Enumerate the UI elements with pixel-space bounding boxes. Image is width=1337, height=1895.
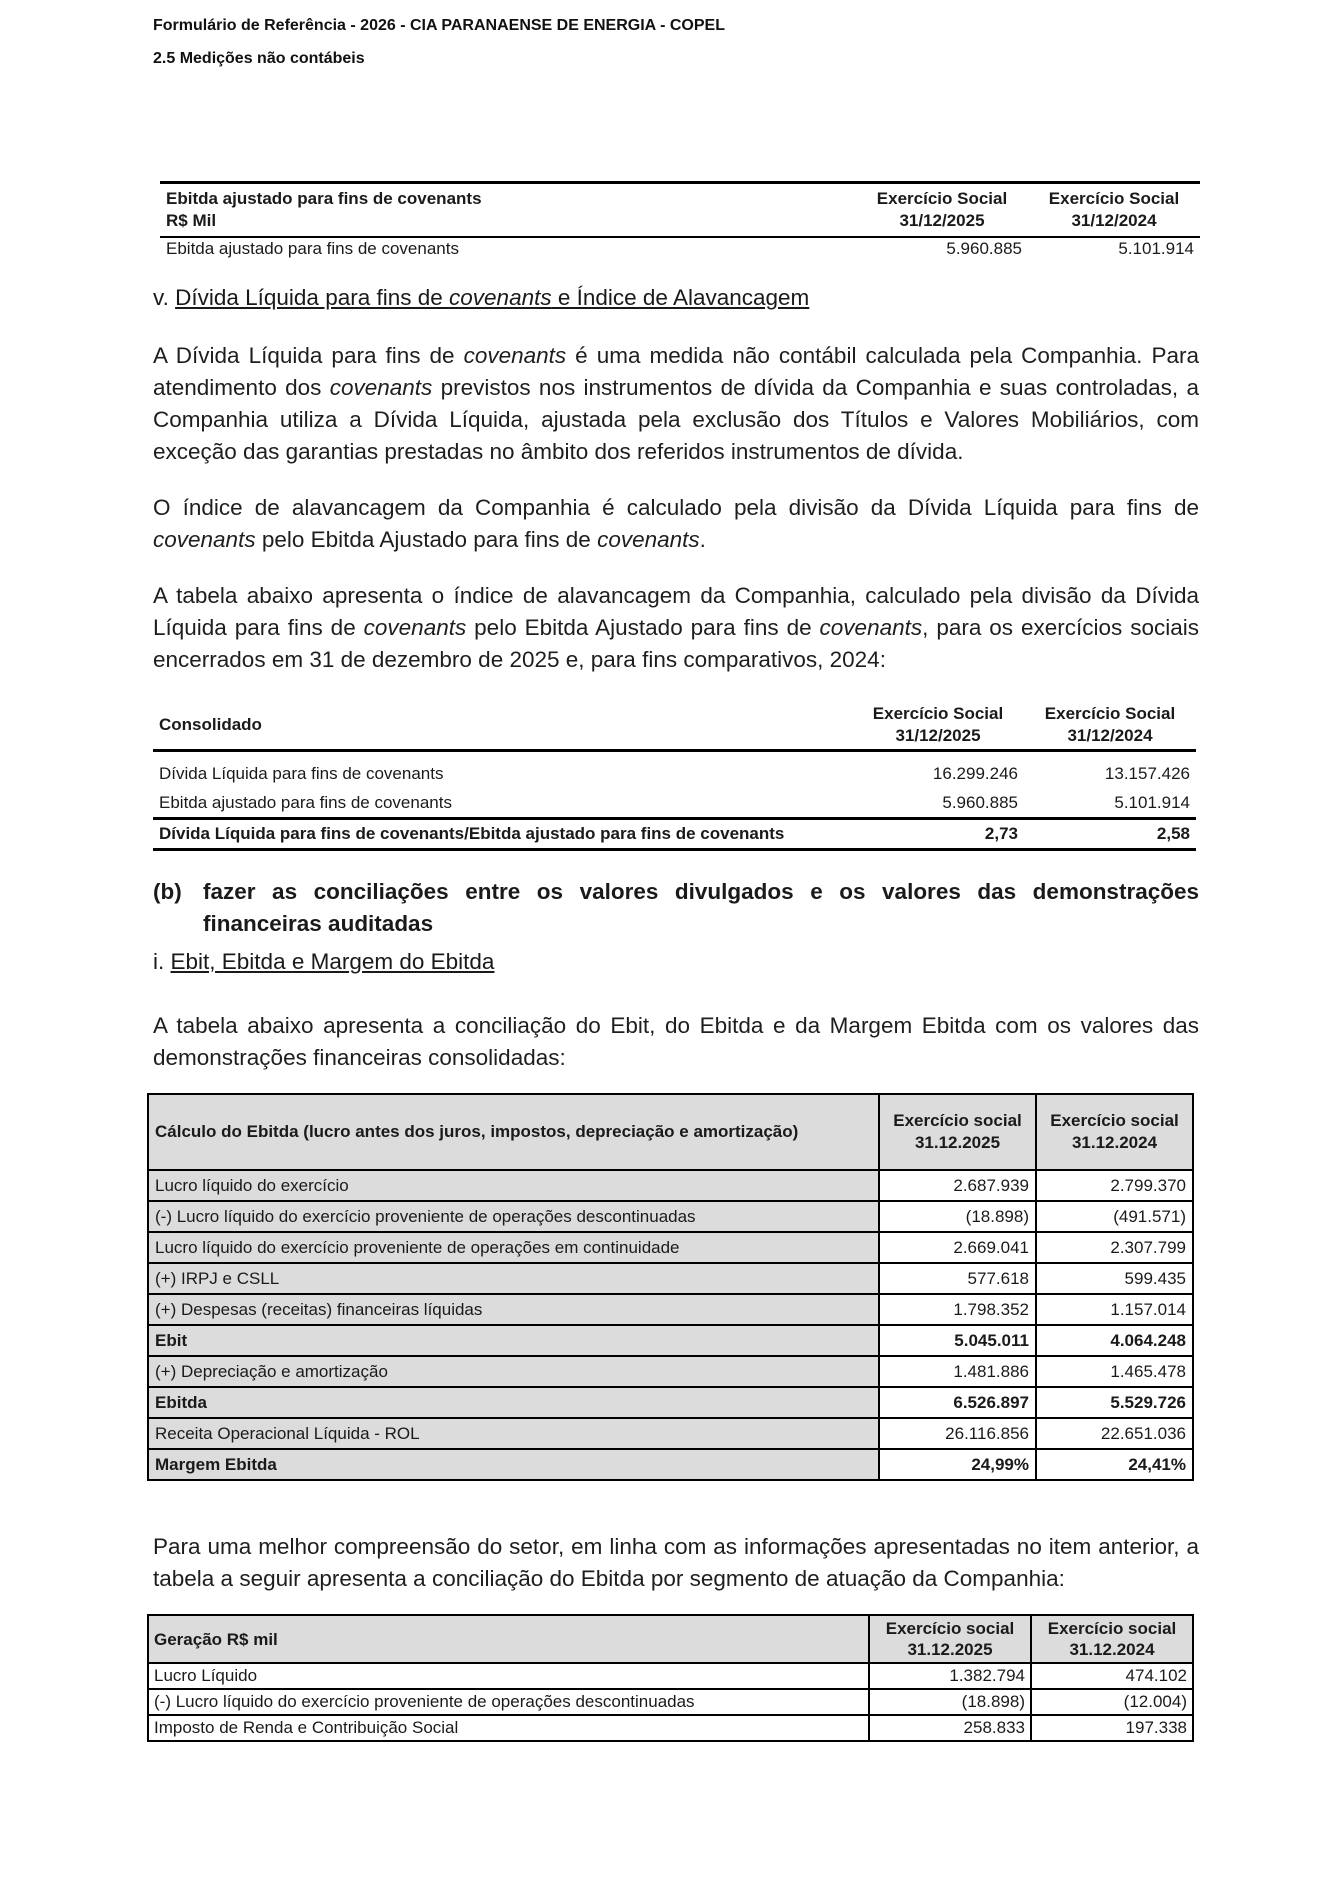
section-marker: (b) bbox=[153, 879, 182, 904]
row-value-2025: 258.833 bbox=[869, 1715, 1031, 1741]
paragraph-leverage-table-intro: A tabela abaixo apresenta o índice de alavancagem da Companhia, calculado pela divisão da Dívida Líquida para fins de covenants pelo Ebitda Ajustado para fins de covenants, para os exercícios sociais encerrados em 31 de dezembro de 2025 e, para fins comparativos, 2024: bbox=[153, 583, 1199, 672]
column-header-date: 31.12.2025 bbox=[907, 1640, 993, 1659]
table-title: Geração R$ mil bbox=[148, 1615, 869, 1663]
document-header-title: Formulário de Referência - 2026 - CIA PARANAENSE DE ENERGIA - COPEL bbox=[153, 17, 725, 34]
column-header-date: 31.12.2025 bbox=[914, 1133, 1001, 1152]
section-header: 2.5 Medições não contábeis bbox=[153, 50, 365, 67]
column-header bbox=[856, 183, 1028, 238]
column-header-label: Exercício social bbox=[1050, 1111, 1179, 1130]
row-value-2024: 1.465.478 bbox=[1036, 1356, 1193, 1387]
column-header bbox=[1024, 701, 1196, 751]
row-value-2025: 1.798.352 bbox=[879, 1294, 1036, 1325]
row-value-2024: 22.651.036 bbox=[1036, 1418, 1193, 1449]
section-b-text: fazer as conciliações entre os valores divulgados e os valores das demonstrações financeiras auditadas bbox=[203, 879, 1199, 936]
row-label: Ebitda ajustado para fins de covenants bbox=[159, 792, 452, 812]
row-value-2025: 5.960.885 bbox=[946, 239, 1022, 258]
total-value-2025: 2,73 bbox=[852, 818, 1024, 849]
column-header-label: Exercício social bbox=[893, 1111, 1022, 1130]
row-value-2025: (18.898) bbox=[869, 1689, 1031, 1715]
table-row bbox=[148, 1387, 1193, 1418]
row-value-2024: 13.157.426 bbox=[1104, 763, 1190, 783]
column-header bbox=[1036, 1094, 1193, 1170]
section-title-part: Dívida Líquida para fins de bbox=[175, 285, 450, 310]
column-header-date: 31.12.2024 bbox=[1071, 1133, 1158, 1152]
column-header-date: 31.12.2024 bbox=[1069, 1640, 1155, 1659]
row-label: Lucro Líquido bbox=[148, 1663, 869, 1689]
row-label: (+) Depreciação e amortização bbox=[148, 1356, 879, 1387]
table-body bbox=[148, 1663, 1193, 1741]
table-title: Ebitda ajustado para fins de covenants bbox=[166, 189, 482, 208]
column-header bbox=[1028, 183, 1200, 238]
row-value-2025: 6.526.897 bbox=[879, 1387, 1036, 1418]
table-row bbox=[148, 1325, 1193, 1356]
column-header bbox=[879, 1094, 1036, 1170]
table-header-row bbox=[160, 183, 1200, 238]
total-label: Dívida Líquida para fins de covenants/Ebitda ajustado para fins de covenants bbox=[153, 818, 852, 849]
row-value-2024: 599.435 bbox=[1036, 1263, 1193, 1294]
column-header-label: Exercício Social bbox=[876, 189, 1008, 208]
row-value-2025: 1.382.794 bbox=[869, 1663, 1031, 1689]
table-header-row bbox=[148, 1094, 1193, 1170]
row-value-2025: 2.669.041 bbox=[879, 1232, 1036, 1263]
row-value-2024: 197.338 bbox=[1031, 1715, 1193, 1741]
table-title-cell bbox=[160, 183, 856, 238]
table-row bbox=[148, 1232, 1193, 1263]
table-unit: R$ Mil bbox=[166, 211, 217, 230]
row-value-2024: (12.004) bbox=[1031, 1689, 1193, 1715]
row-label: Margem Ebitda bbox=[148, 1449, 879, 1480]
table-row bbox=[153, 788, 1196, 819]
table-title: Consolidado bbox=[153, 701, 852, 751]
table-header-row bbox=[148, 1615, 1193, 1663]
row-label: Dívida Líquida para fins de covenants bbox=[159, 763, 444, 783]
generation-segment-table bbox=[147, 1614, 1194, 1742]
column-header-date: 31/12/2025 bbox=[899, 211, 985, 230]
column-header bbox=[1031, 1615, 1193, 1663]
row-label: Ebitda bbox=[148, 1387, 879, 1418]
table-title: Cálculo do Ebitda (lucro antes dos juros, impostos, depreciação e amortização) bbox=[148, 1094, 879, 1170]
row-value-2025: 26.116.856 bbox=[879, 1418, 1036, 1449]
row-value-2024: 4.064.248 bbox=[1036, 1325, 1193, 1356]
paragraph-net-debt: A Dívida Líquida para fins de covenants é uma medida não contábil calculada pela Companhia. Para atendimento dos covenants previstos nos instrumentos de dívida da Companhia e suas controladas, a Companhia utiliza a Dívida Líquida, ajustada pela exclusão dos Títulos e Valores Mobiliários, com exceção das garantias prestadas no âmbito dos referidos instrumentos de dívida. bbox=[153, 343, 1199, 464]
leverage-table bbox=[153, 701, 1196, 851]
subsection-heading bbox=[153, 947, 1199, 977]
row-value-2024: 2.799.370 bbox=[1036, 1170, 1193, 1201]
row-value-2025: 16.299.246 bbox=[932, 763, 1018, 783]
row-label: Ebitda ajustado para fins de covenants bbox=[166, 239, 459, 258]
row-label: (-) Lucro líquido do exercício proveniente de operações descontinuadas bbox=[148, 1201, 879, 1232]
subsection-prefix: i. bbox=[153, 949, 171, 974]
column-header-label: Exercício social bbox=[1047, 1619, 1177, 1638]
row-label: Ebit bbox=[148, 1325, 879, 1356]
row-label: Imposto de Renda e Contribuição Social bbox=[148, 1715, 869, 1741]
section-prefix: v. bbox=[153, 285, 176, 310]
table-row bbox=[148, 1201, 1193, 1232]
row-value-2025: 5.045.011 bbox=[879, 1325, 1036, 1356]
table-row bbox=[160, 237, 1200, 260]
row-value-2025: 1.481.886 bbox=[879, 1356, 1036, 1387]
table-row bbox=[148, 1294, 1193, 1325]
row-value-2024: (491.571) bbox=[1036, 1201, 1193, 1232]
row-label: (-) Lucro líquido do exercício proveniente de operações descontinuadas bbox=[148, 1689, 869, 1715]
row-value-2024: 5.529.726 bbox=[1036, 1387, 1193, 1418]
section-title-italic: covenants bbox=[449, 285, 552, 310]
column-header bbox=[869, 1615, 1031, 1663]
section-v-heading bbox=[153, 283, 1199, 313]
subsection-title: Ebit, Ebitda e Margem do Ebitda bbox=[170, 949, 495, 974]
column-header-label: Exercício Social bbox=[1048, 189, 1180, 208]
table-row bbox=[148, 1170, 1193, 1201]
row-value-2025: 24,99% bbox=[879, 1449, 1036, 1480]
table-body bbox=[148, 1170, 1193, 1480]
ebitda-covenants-table bbox=[160, 181, 1200, 260]
table-header-row bbox=[153, 701, 1196, 751]
ebitda-calculation-table bbox=[147, 1093, 1194, 1481]
row-value-2024: 5.101.914 bbox=[1114, 792, 1190, 812]
table-row bbox=[148, 1689, 1193, 1715]
column-header-date: 31/12/2025 bbox=[895, 726, 981, 745]
column-header-date: 31/12/2024 bbox=[1071, 211, 1157, 230]
row-value-2025: 2.687.939 bbox=[879, 1170, 1036, 1201]
row-value-2024: 5.101.914 bbox=[1118, 239, 1194, 258]
row-value-2025: 5.960.885 bbox=[942, 792, 1018, 812]
table-row bbox=[148, 1263, 1193, 1294]
row-label: Lucro líquido do exercício proveniente de operações em continuidade bbox=[148, 1232, 879, 1263]
section-title-part: e Índice de Alavancagem bbox=[551, 285, 810, 310]
row-label: Lucro líquido do exercício bbox=[148, 1170, 879, 1201]
column-header-label: Exercício Social bbox=[872, 704, 1004, 723]
paragraph-leverage-index: O índice de alavancagem da Companhia é calculado pela divisão da Dívida Líquida para fins de covenants pelo Ebitda Ajustado para fins de covenants. bbox=[153, 495, 1199, 552]
table-row bbox=[148, 1418, 1193, 1449]
table-row bbox=[148, 1356, 1193, 1387]
paragraph-segment-intro: Para uma melhor compreensão do setor, em linha com as informações apresentadas no item anterior, a tabela a seguir apresenta a conciliação do Ebitda por segmento de atuação da Companhia: bbox=[153, 1534, 1199, 1591]
row-label: (+) Despesas (receitas) financeiras líquidas bbox=[148, 1294, 879, 1325]
table-row bbox=[148, 1715, 1193, 1741]
total-value-2024: 2,58 bbox=[1024, 818, 1196, 849]
row-value-2024: 2.307.799 bbox=[1036, 1232, 1193, 1263]
section-b-heading bbox=[153, 876, 1199, 940]
row-value-2025: 577.618 bbox=[879, 1263, 1036, 1294]
row-value-2024: 1.157.014 bbox=[1036, 1294, 1193, 1325]
paragraph-ebitda-intro: A tabela abaixo apresenta a conciliação do Ebit, do Ebitda e da Margem Ebitda com os valores das demonstrações financeiras consolidadas: bbox=[153, 1013, 1199, 1070]
row-value-2024: 474.102 bbox=[1031, 1663, 1193, 1689]
column-header-label: Exercício Social bbox=[1044, 704, 1176, 723]
column-header bbox=[852, 701, 1024, 751]
column-header-label: Exercício social bbox=[885, 1619, 1015, 1638]
column-header-date: 31/12/2024 bbox=[1067, 726, 1153, 745]
table-row bbox=[153, 759, 1196, 788]
row-value-2024: 24,41% bbox=[1036, 1449, 1193, 1480]
table-total-row bbox=[153, 818, 1196, 849]
table-row bbox=[148, 1449, 1193, 1480]
row-label: (+) IRPJ e CSLL bbox=[148, 1263, 879, 1294]
row-value-2025: (18.898) bbox=[879, 1201, 1036, 1232]
table-row bbox=[148, 1663, 1193, 1689]
row-label: Receita Operacional Líquida - ROL bbox=[148, 1418, 879, 1449]
